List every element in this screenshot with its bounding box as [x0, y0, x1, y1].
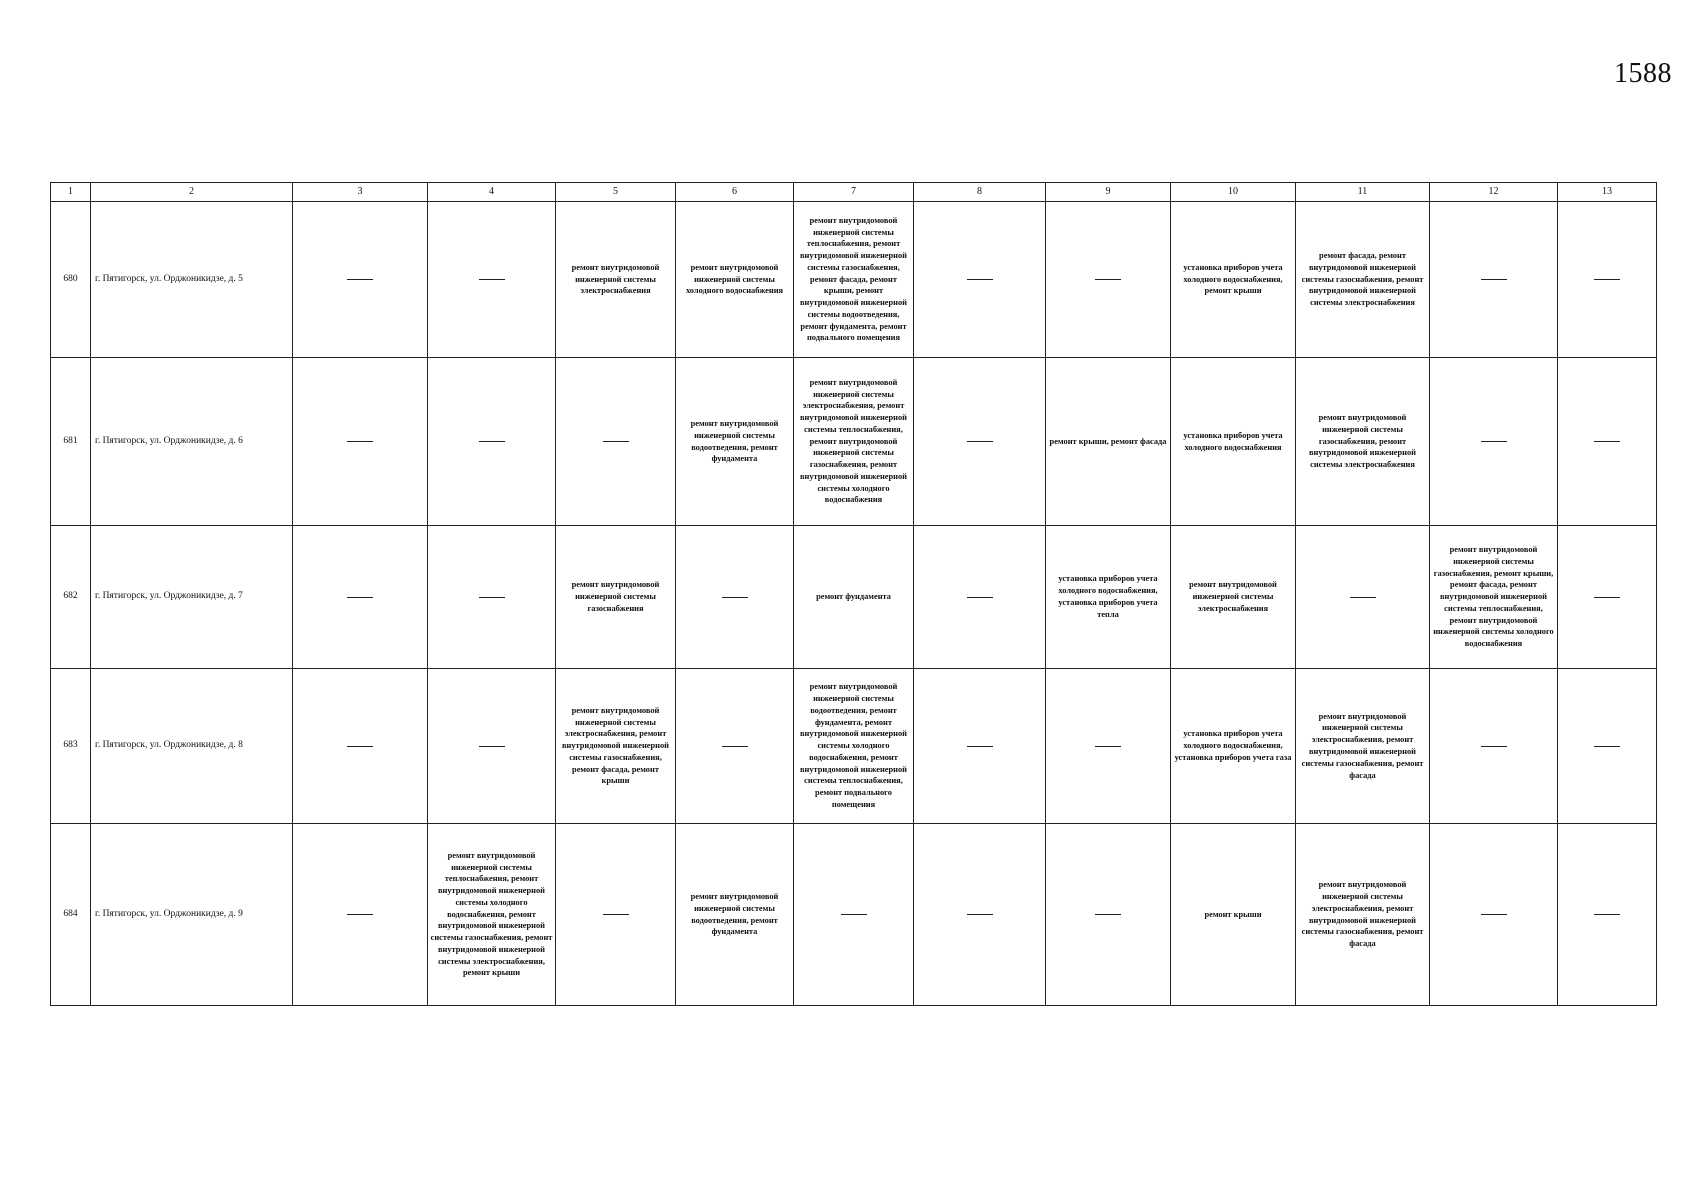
row-number: 681 — [51, 358, 91, 526]
column-header: 5 — [556, 183, 676, 202]
work-cell: ремонт фасада, ремонт внутридомовой инженерной системы газоснабжения, ремонт внутридомовой инженерной системы электроснабжения — [1296, 202, 1430, 358]
table-row — [51, 824, 1657, 1006]
row-number: 683 — [51, 669, 91, 824]
empty-cell — [794, 824, 914, 1006]
row-number: 682 — [51, 526, 91, 669]
empty-cell — [556, 358, 676, 526]
dash-mark — [1481, 279, 1507, 280]
table-row — [51, 526, 1657, 669]
empty-cell — [914, 202, 1046, 358]
dash-mark — [1481, 914, 1507, 915]
dash-mark — [479, 441, 505, 442]
dash-mark — [347, 441, 373, 442]
empty-cell — [1046, 824, 1171, 1006]
dash-mark — [1594, 441, 1620, 442]
dash-mark — [1594, 914, 1620, 915]
dash-mark — [603, 441, 629, 442]
empty-cell — [428, 202, 556, 358]
empty-cell — [676, 669, 794, 824]
address-cell: г. Пятигорск, ул. Орджоникидзе, д. 6 — [91, 358, 293, 526]
repair-schedule-table — [50, 182, 1657, 1006]
empty-cell — [1296, 526, 1430, 669]
dash-mark — [967, 597, 993, 598]
empty-cell — [293, 526, 428, 669]
empty-cell — [1046, 202, 1171, 358]
dash-mark — [1095, 279, 1121, 280]
work-cell: ремонт внутридомовой инженерной системы водоотведения, ремонт фундамента, ремонт внутридомовой инженерной системы холодного водоснабжения, ремонт внутридомовой инженерной системы теплоснабжения, ремонт подвального помещения — [794, 669, 914, 824]
empty-cell — [428, 526, 556, 669]
column-header: 7 — [794, 183, 914, 202]
dash-mark — [1594, 746, 1620, 747]
dash-mark — [967, 279, 993, 280]
work-cell: установка приборов учета холодного водоснабжения, установка приборов учета тепла — [1046, 526, 1171, 669]
empty-cell — [293, 669, 428, 824]
column-header: 3 — [293, 183, 428, 202]
column-header: 9 — [1046, 183, 1171, 202]
empty-cell — [293, 824, 428, 1006]
empty-cell — [676, 526, 794, 669]
table-row — [51, 202, 1657, 358]
table-row — [51, 358, 1657, 526]
row-number: 684 — [51, 824, 91, 1006]
column-header: 11 — [1296, 183, 1430, 202]
dash-mark — [347, 279, 373, 280]
table-row — [51, 669, 1657, 824]
work-cell: ремонт внутридомовой инженерной системы холодного водоснабжения — [676, 202, 794, 358]
dash-mark — [479, 597, 505, 598]
dash-mark — [841, 914, 867, 915]
work-cell: ремонт внутридомовой инженерной системы газоснабжения, ремонт крыши, ремонт фасада, ремонт внутридомовой инженерной системы теплоснабжения, ремонт внутридомовой инженерной системы холодного водоснабжения — [1430, 526, 1558, 669]
empty-cell — [914, 669, 1046, 824]
empty-cell — [556, 824, 676, 1006]
dash-mark — [967, 746, 993, 747]
work-cell: ремонт внутридомовой инженерной системы электроснабжения — [556, 202, 676, 358]
address-cell: г. Пятигорск, ул. Орджоникидзе, д. 8 — [91, 669, 293, 824]
empty-cell — [1558, 358, 1657, 526]
column-header: 13 — [1558, 183, 1657, 202]
empty-cell — [1430, 824, 1558, 1006]
empty-cell — [1430, 358, 1558, 526]
empty-cell — [1430, 669, 1558, 824]
address-cell: г. Пятигорск, ул. Орджоникидзе, д. 9 — [91, 824, 293, 1006]
work-cell: ремонт внутридомовой инженерной системы электроснабжения — [1171, 526, 1296, 669]
work-cell: ремонт внутридомовой инженерной системы водоотведения, ремонт фундамента — [676, 824, 794, 1006]
dash-mark — [967, 441, 993, 442]
address-cell: г. Пятигорск, ул. Орджоникидзе, д. 5 — [91, 202, 293, 358]
empty-cell — [914, 526, 1046, 669]
dash-mark — [347, 597, 373, 598]
work-cell: ремонт внутридомовой инженерной системы газоснабжения — [556, 526, 676, 669]
work-cell: ремонт внутридомовой инженерной системы газоснабжения, ремонт внутридомовой инженерной системы электроснабжения — [1296, 358, 1430, 526]
empty-cell — [1558, 669, 1657, 824]
dash-mark — [1481, 746, 1507, 747]
work-cell: установка приборов учета холодного водоснабжения — [1171, 358, 1296, 526]
empty-cell — [1558, 526, 1657, 669]
column-header: 6 — [676, 183, 794, 202]
work-cell: ремонт внутридомовой инженерной системы электроснабжения, ремонт внутридомовой инженерной системы теплоснабжения, ремонт внутридомовой инженерной системы газоснабжения, ремонт внутридомовой инженерной системы холодного водоснабжения — [794, 358, 914, 526]
dash-mark — [1594, 279, 1620, 280]
address-cell: г. Пятигорск, ул. Орджоникидзе, д. 7 — [91, 526, 293, 669]
dash-mark — [722, 746, 748, 747]
dash-mark — [347, 914, 373, 915]
dash-mark — [1594, 597, 1620, 598]
work-cell: ремонт фундамента — [794, 526, 914, 669]
page-number: 1588 — [1614, 58, 1672, 89]
empty-cell — [293, 358, 428, 526]
work-cell: ремонт внутридомовой инженерной системы электроснабжения, ремонт внутридомовой инженерной системы газоснабжения, ремонт фасада — [1296, 669, 1430, 824]
work-cell: ремонт крыши, ремонт фасада — [1046, 358, 1171, 526]
work-cell: ремонт внутридомовой инженерной системы водоотведения, ремонт фундамента — [676, 358, 794, 526]
column-header: 1 — [51, 183, 91, 202]
dash-mark — [1350, 597, 1376, 598]
empty-cell — [1558, 202, 1657, 358]
dash-mark — [479, 279, 505, 280]
dash-mark — [347, 746, 373, 747]
empty-cell — [428, 669, 556, 824]
dash-mark — [1095, 914, 1121, 915]
dash-mark — [967, 914, 993, 915]
work-cell: ремонт внутридомовой инженерной системы электроснабжения, ремонт внутридомовой инженерной системы газоснабжения, ремонт фасада, ремонт крыши — [556, 669, 676, 824]
work-cell: ремонт внутридомовой инженерной системы теплоснабжения, ремонт внутридомовой инженерной системы холодного водоснабжения, ремонт внутридомовой инженерной системы газоснабжения, ремонт внутридомовой инженерной системы электроснабжения, ремонт крыши — [428, 824, 556, 1006]
row-number: 680 — [51, 202, 91, 358]
dash-mark — [479, 746, 505, 747]
dash-mark — [1095, 746, 1121, 747]
dash-mark — [722, 597, 748, 598]
header-row — [51, 183, 1657, 202]
column-header: 2 — [91, 183, 293, 202]
work-cell: установка приборов учета холодного водоснабжения, установка приборов учета газа — [1171, 669, 1296, 824]
empty-cell — [1430, 202, 1558, 358]
dash-mark — [1481, 441, 1507, 442]
empty-cell — [293, 202, 428, 358]
empty-cell — [914, 358, 1046, 526]
empty-cell — [1046, 669, 1171, 824]
column-header: 4 — [428, 183, 556, 202]
work-cell: ремонт крыши — [1171, 824, 1296, 1006]
column-header: 10 — [1171, 183, 1296, 202]
work-cell: ремонт внутридомовой инженерной системы электроснабжения, ремонт внутридомовой инженерной системы газоснабжения, ремонт фасада — [1296, 824, 1430, 1006]
empty-cell — [1558, 824, 1657, 1006]
empty-cell — [428, 358, 556, 526]
work-cell: установка приборов учета холодного водоснабжения, ремонт крыши — [1171, 202, 1296, 358]
column-header: 8 — [914, 183, 1046, 202]
work-cell: ремонт внутридомовой инженерной системы теплоснабжения, ремонт внутридомовой инженерной системы газоснабжения, ремонт фасада, ремонт крыши, ремонт внутридомовой инженерной системы водоотведения, ремонт фундамента, ремонт подвального помещения — [794, 202, 914, 358]
column-header: 12 — [1430, 183, 1558, 202]
dash-mark — [603, 914, 629, 915]
empty-cell — [914, 824, 1046, 1006]
